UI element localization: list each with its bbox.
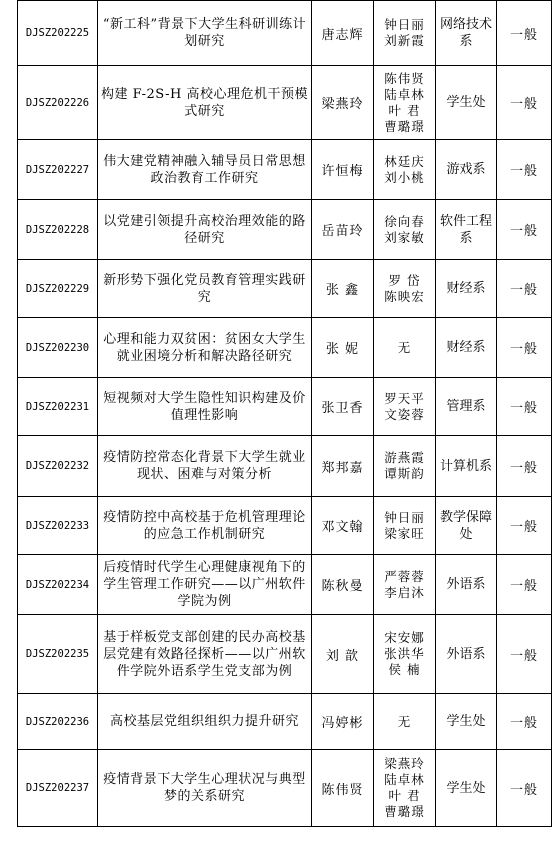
project-unit-cell: 外语系 (436, 615, 497, 694)
project-unit-cell: 财经系 (436, 318, 497, 378)
project-level-cell: 一般 (497, 140, 552, 200)
table-row (18, 378, 552, 436)
member-name: 侯 楠 (388, 662, 421, 677)
project-unit-cell: 计算机系 (436, 436, 497, 497)
member-name: 陆卓林 (384, 772, 425, 787)
project-level-cell: 一般 (497, 497, 552, 555)
project-members-cell (374, 66, 436, 140)
project-members-cell (374, 140, 436, 200)
project-title-cell: 疫情背景下大学生心理状况与典型梦的关系研究 (98, 750, 312, 827)
project-code-cell: DJSZ202233 (18, 497, 98, 555)
table-row (18, 1, 552, 66)
member-name: 陈伟贤 (384, 70, 425, 86)
project-code-cell: DJSZ202232 (18, 436, 98, 497)
member-name: 曹璐璟 (384, 118, 425, 134)
project-host-cell: 郑邦嘉 (312, 436, 374, 497)
member-name: 林廷庆 (384, 153, 425, 169)
member-name: 钟日丽 (384, 17, 425, 32)
project-level-cell: 一般 (497, 1, 552, 66)
project-host-cell: 冯婷彬 (312, 694, 374, 750)
project-host-cell: 邓文翰 (312, 497, 374, 555)
project-members-cell (374, 694, 436, 750)
project-level-cell: 一般 (497, 260, 552, 318)
project-level-cell: 一般 (497, 66, 552, 140)
project-level-cell: 一般 (497, 318, 552, 378)
project-host-cell: 梁燕玲 (312, 66, 374, 140)
project-host-cell: 岳苗玲 (312, 200, 374, 260)
project-title-cell: “新工科”背景下大学生科研训练计划研究 (98, 1, 312, 66)
project-members-cell (374, 318, 436, 378)
project-level-cell: 一般 (497, 615, 552, 694)
member-name: 张洪华 (384, 646, 425, 661)
project-members-cell (374, 260, 436, 318)
project-host-cell: 唐志辉 (312, 1, 374, 66)
project-code-cell: DJSZ202237 (18, 750, 98, 827)
project-level-cell: 一般 (497, 436, 552, 497)
project-title-cell: 高校基层党组织组织力提升研究 (98, 694, 312, 750)
project-code-cell: DJSZ202228 (18, 200, 98, 260)
table-row (18, 318, 552, 378)
project-members-cell (374, 1, 436, 66)
project-title-cell: 后疫情时代学生心理健康视角下的学生管理工作研究——以广州软件学院为例 (98, 555, 312, 615)
table-row (18, 66, 552, 140)
member-name: 严蓉蓉 (384, 568, 425, 584)
project-unit-cell: 教学保障处 (436, 497, 497, 555)
member-name: 李启沐 (384, 584, 425, 600)
table-row (18, 694, 552, 750)
project-unit-cell: 软件工程系 (436, 200, 497, 260)
project-host-cell: 张 妮 (312, 318, 374, 378)
member-name: 叶 君 (388, 788, 421, 803)
project-members-cell (374, 436, 436, 497)
table-row (18, 140, 552, 200)
project-code-cell: DJSZ202227 (18, 140, 98, 200)
project-members-cell (374, 615, 436, 694)
project-title-cell: 新形势下强化党员教育管理实践研究 (98, 260, 312, 318)
project-title-cell: 以党建引领提升高校治理效能的路径研究 (98, 200, 312, 260)
project-unit-cell: 网络技术系 (436, 1, 497, 66)
table-row (18, 555, 552, 615)
project-code-cell: DJSZ202235 (18, 615, 98, 694)
project-code-cell: DJSZ202226 (18, 66, 98, 140)
project-level-cell: 一般 (497, 694, 552, 750)
project-unit-cell: 游戏系 (436, 140, 497, 200)
project-code-cell: DJSZ202236 (18, 694, 98, 750)
member-name: 无 (397, 713, 412, 729)
project-level-cell: 一般 (497, 555, 552, 615)
project-host-cell: 张卫香 (312, 378, 374, 436)
project-host-cell: 陈秋曼 (312, 555, 374, 615)
project-code-cell: DJSZ202234 (18, 555, 98, 615)
project-unit-cell: 学生处 (436, 694, 497, 750)
project-title-cell: 疫情防控常态化背景下大学生就业现状、困难与对策分析 (98, 436, 312, 497)
member-name: 叶 君 (388, 102, 421, 118)
member-name: 刘家敏 (384, 229, 425, 245)
project-code-cell: DJSZ202230 (18, 318, 98, 378)
member-name: 刘新霞 (384, 33, 425, 48)
member-name: 钟日丽 (384, 509, 425, 525)
member-name: 谭斯韵 (384, 466, 425, 481)
project-host-cell: 张 鑫 (312, 260, 374, 318)
member-name: 陈映宏 (384, 288, 425, 304)
member-name: 徐向春 (384, 213, 425, 229)
project-title-cell: 基于样板党支部创建的民办高校基层党建有效路径探析——以广州软件学院外语系学生党支部为例 (98, 615, 312, 694)
member-name: 梁家旺 (384, 525, 425, 541)
project-code-cell: DJSZ202225 (18, 1, 98, 66)
project-unit-cell: 财经系 (436, 260, 497, 318)
project-unit-cell: 学生处 (436, 66, 497, 140)
member-name: 无 (397, 339, 412, 355)
table-row (18, 615, 552, 694)
project-level-cell: 一般 (497, 378, 552, 436)
member-name: 陆卓林 (384, 86, 425, 102)
table-row (18, 750, 552, 827)
project-table (17, 0, 552, 827)
project-title-cell: 疫情防控中高校基于危机管理理论的应急工作机制研究 (98, 497, 312, 555)
project-members-cell (374, 750, 436, 827)
table-row (18, 260, 552, 318)
project-host-cell: 许恒梅 (312, 140, 374, 200)
member-name: 罗天平 (384, 390, 425, 406)
project-members-cell (374, 200, 436, 260)
table-row (18, 436, 552, 497)
project-code-cell: DJSZ202231 (18, 378, 98, 436)
member-name: 曹璐璟 (384, 804, 425, 819)
project-members-cell (374, 378, 436, 436)
project-title-cell: 构建 F-2S-H 高校心理危机干预模式研究 (98, 66, 312, 140)
project-level-cell: 一般 (497, 200, 552, 260)
member-name: 刘小桃 (384, 169, 425, 185)
project-unit-cell: 管理系 (436, 378, 497, 436)
project-title-cell: 短视频对大学生隐性知识构建及价值理性影响 (98, 378, 312, 436)
project-unit-cell: 外语系 (436, 555, 497, 615)
project-members-cell (374, 497, 436, 555)
project-table-body (18, 1, 552, 827)
project-unit-cell: 学生处 (436, 750, 497, 827)
member-name: 罗 岱 (388, 272, 421, 288)
project-title-cell: 伟大建党精神融入辅导员日常思想政治教育工作研究 (98, 140, 312, 200)
project-level-cell: 一般 (497, 750, 552, 827)
member-name: 宋安娜 (384, 630, 425, 645)
member-name: 梁燕玲 (384, 756, 425, 771)
table-row (18, 497, 552, 555)
project-host-cell: 陈伟贤 (312, 750, 374, 827)
project-host-cell: 刘 歆 (312, 615, 374, 694)
member-name: 文姿蓉 (384, 406, 425, 422)
member-name: 游燕霞 (384, 450, 425, 465)
project-title-cell: 心理和能力双贫困：贫困女大学生就业困境分析和解决路径研究 (98, 318, 312, 378)
project-code-cell: DJSZ202229 (18, 260, 98, 318)
table-row (18, 200, 552, 260)
project-members-cell (374, 555, 436, 615)
